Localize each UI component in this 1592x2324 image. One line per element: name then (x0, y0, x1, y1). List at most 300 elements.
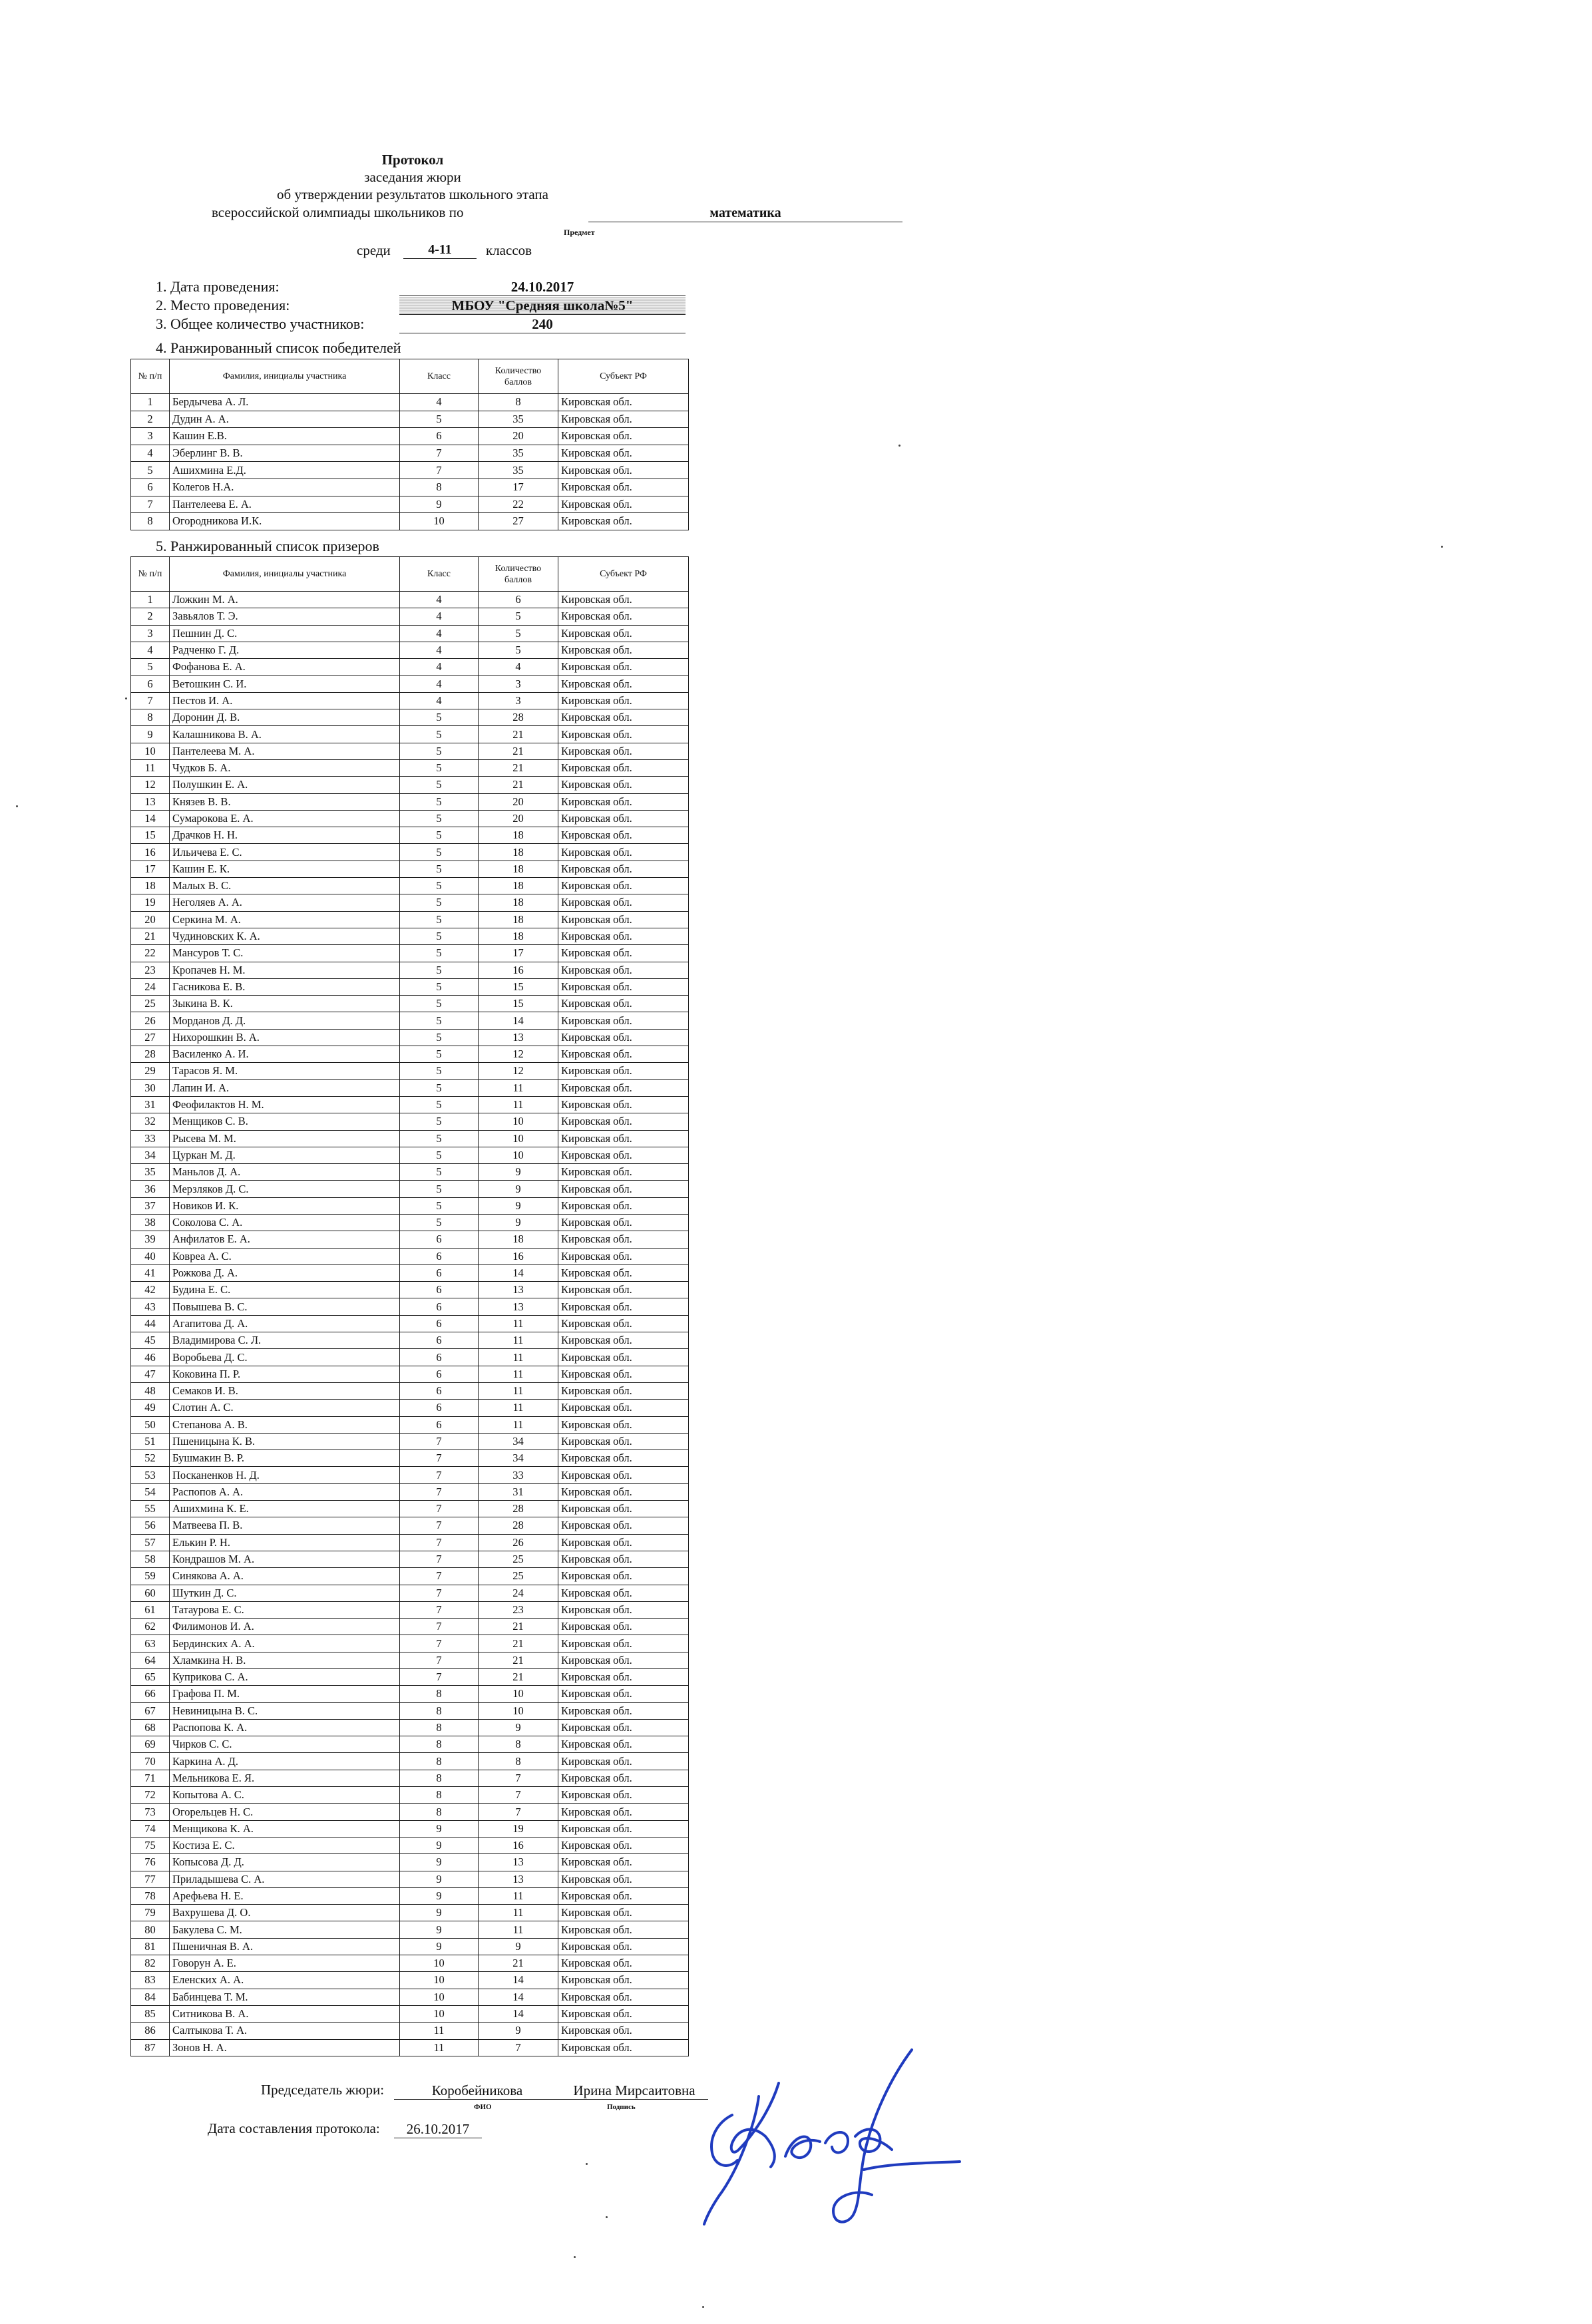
table-row (131, 978, 689, 995)
participant-name: Агапитова Д. А. (170, 1315, 400, 1332)
row-number: 70 (131, 1753, 170, 1770)
participant-grade: 5 (400, 759, 479, 776)
participant-score: 20 (479, 810, 558, 827)
participant-region: Кировская обл. (558, 844, 689, 861)
participant-grade: 5 (400, 810, 479, 827)
participant-score: 21 (479, 1619, 558, 1635)
participant-grade: 5 (400, 743, 479, 759)
participant-score: 20 (479, 428, 558, 445)
participant-region: Кировская обл. (558, 2005, 689, 2022)
participant-region: Кировская обл. (558, 1501, 689, 1517)
participant-score: 10 (479, 1130, 558, 1147)
participant-score: 28 (479, 709, 558, 726)
participant-name: Чирков С. С. (170, 1736, 400, 1753)
table-row (131, 1837, 689, 1853)
participant-region: Кировская обл. (558, 1736, 689, 1753)
participant-name: Пешнин Д. С. (170, 625, 400, 642)
participant-region: Кировская обл. (558, 1197, 689, 1214)
participant-score: 34 (479, 1450, 558, 1467)
participant-name: Менщикова К. А. (170, 1820, 400, 1837)
participants-count-label: 3. Общее количество участников: (156, 315, 365, 332)
participant-name: Вахрушева Д. О. (170, 1905, 400, 1921)
participant-region: Кировская обл. (558, 1113, 689, 1130)
row-number: 35 (131, 1164, 170, 1181)
col-region: Субъект РФ (558, 359, 689, 394)
participant-region: Кировская обл. (558, 462, 689, 479)
row-number: 72 (131, 1787, 170, 1804)
participant-grade: 7 (400, 1585, 479, 1601)
participant-score: 13 (479, 1029, 558, 1046)
row-number: 55 (131, 1501, 170, 1517)
participant-score: 11 (479, 1416, 558, 1433)
participant-name: Огородникова И.К. (170, 513, 400, 530)
table-row (131, 894, 689, 911)
participant-name: Пестов И. А. (170, 692, 400, 709)
row-number: 1 (131, 394, 170, 411)
participant-name: Шуткин Д. С. (170, 1585, 400, 1601)
participant-region: Кировская обл. (558, 945, 689, 962)
participant-region: Кировская обл. (558, 1568, 689, 1585)
row-number: 25 (131, 996, 170, 1012)
row-number: 6 (131, 676, 170, 692)
table-row (131, 1483, 689, 1500)
participant-region: Кировская обл. (558, 1719, 689, 1736)
participant-grade: 10 (400, 513, 479, 530)
table-row (131, 1619, 689, 1635)
participant-name: Владимирова С. Л. (170, 1332, 400, 1349)
participant-grade: 7 (400, 1483, 479, 1500)
participant-region: Кировская обл. (558, 2023, 689, 2039)
participant-name: Будина Е. С. (170, 1282, 400, 1298)
row-number: 57 (131, 1534, 170, 1551)
participant-grade: 4 (400, 608, 479, 625)
row-number: 7 (131, 692, 170, 709)
table-row (131, 1366, 689, 1382)
participant-grade: 8 (400, 1686, 479, 1702)
participant-score: 7 (479, 1804, 558, 1820)
participant-score: 14 (479, 1264, 558, 1281)
table-row (131, 2039, 689, 2056)
participant-name: Морданов Д. Д. (170, 1012, 400, 1029)
participant-name: Бердычева А. Л. (170, 394, 400, 411)
table-row (131, 462, 689, 479)
participant-score: 11 (479, 1366, 558, 1382)
participant-name: Василенко А. И. (170, 1046, 400, 1063)
participant-name: Ложкин М. А. (170, 592, 400, 608)
table-row (131, 496, 689, 513)
participant-region: Кировская обл. (558, 592, 689, 608)
participant-name: Мерзляков Д. С. (170, 1181, 400, 1197)
participant-grade: 5 (400, 1012, 479, 1029)
participant-region: Кировская обл. (558, 1450, 689, 1467)
row-number: 53 (131, 1467, 170, 1483)
row-number: 51 (131, 1433, 170, 1450)
participant-score: 17 (479, 479, 558, 496)
participant-region: Кировская обл. (558, 428, 689, 445)
table-row (131, 692, 689, 709)
row-number: 54 (131, 1483, 170, 1500)
col-grade: Класс (400, 557, 479, 592)
row-number: 38 (131, 1214, 170, 1231)
row-number: 75 (131, 1837, 170, 1853)
participant-region: Кировская обл. (558, 1012, 689, 1029)
participant-score: 21 (479, 1955, 558, 1972)
participant-grade: 9 (400, 1905, 479, 1921)
participant-score: 35 (479, 462, 558, 479)
participant-grade: 5 (400, 1096, 479, 1113)
row-number: 87 (131, 2039, 170, 2056)
table-row (131, 1568, 689, 1585)
participant-region: Кировская обл. (558, 1972, 689, 1989)
participant-score: 18 (479, 911, 558, 928)
row-number: 47 (131, 1366, 170, 1382)
participant-grade: 5 (400, 1113, 479, 1130)
table-row (131, 1264, 689, 1281)
participant-name: Хламкина Н. В. (170, 1652, 400, 1668)
row-number: 4 (131, 642, 170, 658)
participant-name: Костиза Е. С. (170, 1837, 400, 1853)
participant-region: Кировская обл. (558, 642, 689, 658)
participant-grade: 6 (400, 1416, 479, 1433)
table-row (131, 1416, 689, 1433)
row-number: 21 (131, 928, 170, 944)
row-number: 76 (131, 1854, 170, 1871)
participant-name: Мельникова Е. Я. (170, 1770, 400, 1786)
participant-grade: 5 (400, 928, 479, 944)
participant-name: Пантелеева Е. А. (170, 496, 400, 513)
participant-score: 18 (479, 861, 558, 877)
table-row (131, 777, 689, 793)
participant-name: Анфилатов Е. А. (170, 1231, 400, 1248)
participant-score: 13 (479, 1854, 558, 1871)
row-number: 84 (131, 1989, 170, 2005)
row-number: 30 (131, 1079, 170, 1096)
row-number: 69 (131, 1736, 170, 1753)
row-number: 37 (131, 1197, 170, 1214)
row-number: 14 (131, 810, 170, 827)
participant-score: 21 (479, 1669, 558, 1686)
participant-name: Говорун А. Е. (170, 1955, 400, 1972)
row-number: 18 (131, 878, 170, 894)
participant-grade: 5 (400, 709, 479, 726)
participant-score: 25 (479, 1551, 558, 1567)
participant-score: 8 (479, 1736, 558, 1753)
participant-score: 31 (479, 1483, 558, 1500)
participant-grade: 10 (400, 1972, 479, 1989)
participant-name: Ильичева Е. С. (170, 844, 400, 861)
participant-name: Чудиновских К. А. (170, 928, 400, 944)
table-row (131, 1955, 689, 1972)
row-number: 48 (131, 1382, 170, 1399)
table-row (131, 1197, 689, 1214)
participant-grade: 9 (400, 1820, 479, 1837)
participant-name: Графова П. М. (170, 1686, 400, 1702)
table-row (131, 1164, 689, 1181)
col-region: Субъект РФ (558, 557, 689, 592)
participant-grade: 6 (400, 1382, 479, 1399)
participant-grade: 7 (400, 1467, 479, 1483)
participant-name: Арефьева Н. Е. (170, 1887, 400, 1904)
row-number: 85 (131, 2005, 170, 2022)
participant-name: Распопова К. А. (170, 1719, 400, 1736)
participant-region: Кировская обл. (558, 1854, 689, 1871)
participant-region: Кировская обл. (558, 1753, 689, 1770)
subject-value: математика (588, 204, 902, 222)
participant-region: Кировская обл. (558, 659, 689, 676)
table-row (131, 911, 689, 928)
table-row (131, 1905, 689, 1921)
participant-name: Кропачев Н. М. (170, 962, 400, 978)
participant-grade: 4 (400, 692, 479, 709)
participant-name: Радченко Г. Д. (170, 642, 400, 658)
table-row (131, 1349, 689, 1366)
participant-name: Ветошкин С. И. (170, 676, 400, 692)
row-number: 78 (131, 1887, 170, 1904)
participant-name: Филимонов И. А. (170, 1619, 400, 1635)
table-row (131, 1248, 689, 1264)
participant-grade: 9 (400, 1871, 479, 1887)
participant-score: 18 (479, 894, 558, 911)
participant-region: Кировская обл. (558, 911, 689, 928)
participant-score: 13 (479, 1871, 558, 1887)
participant-grade: 10 (400, 1955, 479, 1972)
table-row (131, 1113, 689, 1130)
participant-score: 14 (479, 2005, 558, 2022)
participant-score: 13 (479, 1282, 558, 1298)
row-number: 3 (131, 625, 170, 642)
participant-score: 5 (479, 625, 558, 642)
participant-region: Кировская обл. (558, 759, 689, 776)
participant-score: 16 (479, 1837, 558, 1853)
participant-region: Кировская обл. (558, 1332, 689, 1349)
row-number: 63 (131, 1635, 170, 1652)
table-row (131, 928, 689, 944)
row-number: 34 (131, 1147, 170, 1163)
participant-region: Кировская обл. (558, 1619, 689, 1635)
participant-score: 17 (479, 945, 558, 962)
participant-region: Кировская обл. (558, 608, 689, 625)
chair-label: Председатель жюри: (261, 2082, 385, 2098)
row-number: 15 (131, 827, 170, 844)
participant-score: 9 (479, 1181, 558, 1197)
row-number: 1 (131, 592, 170, 608)
participant-region: Кировская обл. (558, 1063, 689, 1079)
participant-region: Кировская обл. (558, 1315, 689, 1332)
table-row (131, 1046, 689, 1063)
participant-score: 19 (479, 1820, 558, 1837)
col-num: № п/п (131, 557, 170, 592)
scan-speck (125, 697, 127, 699)
table-row (131, 962, 689, 978)
table-row (131, 1298, 689, 1315)
participant-score: 10 (479, 1686, 558, 1702)
grades-value: 4-11 (403, 241, 477, 259)
row-number: 9 (131, 726, 170, 743)
participant-grade: 5 (400, 1181, 479, 1197)
participant-score: 13 (479, 1298, 558, 1315)
participant-region: Кировская обл. (558, 777, 689, 793)
row-number: 71 (131, 1770, 170, 1786)
participant-score: 35 (479, 411, 558, 428)
row-number: 58 (131, 1551, 170, 1567)
participant-name: Еленских А. А. (170, 1972, 400, 1989)
row-number: 61 (131, 1601, 170, 1618)
participant-grade: 8 (400, 1787, 479, 1804)
row-number: 52 (131, 1450, 170, 1467)
row-number: 59 (131, 1568, 170, 1585)
participant-score: 28 (479, 1501, 558, 1517)
participant-name: Бакулева С. М. (170, 1921, 400, 1938)
participant-region: Кировская обл. (558, 793, 689, 810)
participant-region: Кировская обл. (558, 1652, 689, 1668)
participant-grade: 4 (400, 676, 479, 692)
table-row (131, 1147, 689, 1163)
table-row (131, 1231, 689, 1248)
participant-grade: 5 (400, 1046, 479, 1063)
row-number: 5 (131, 462, 170, 479)
participant-region: Кировская обл. (558, 1517, 689, 1534)
chair-given-name: Ирина Мирсаитовна (560, 2082, 708, 2100)
participant-name: Новиков И. К. (170, 1197, 400, 1214)
row-number: 8 (131, 513, 170, 530)
participant-region: Кировская обл. (558, 1770, 689, 1786)
participant-score: 27 (479, 513, 558, 530)
table-row (131, 1433, 689, 1450)
table-row (131, 1501, 689, 1517)
participant-score: 11 (479, 1887, 558, 1904)
participant-score: 5 (479, 608, 558, 625)
participant-region: Кировская обл. (558, 878, 689, 894)
row-number: 64 (131, 1652, 170, 1668)
participant-score: 11 (479, 1315, 558, 1332)
table-row (131, 1585, 689, 1601)
participant-region: Кировская обл. (558, 1467, 689, 1483)
participant-score: 3 (479, 692, 558, 709)
row-number: 82 (131, 1955, 170, 1972)
table-row (131, 996, 689, 1012)
participant-name: Завьялов Т. Э. (170, 608, 400, 625)
participant-region: Кировская обл. (558, 1164, 689, 1181)
participant-score: 14 (479, 1972, 558, 1989)
participant-grade: 5 (400, 962, 479, 978)
participant-grade: 7 (400, 1601, 479, 1618)
participant-score: 18 (479, 844, 558, 861)
participant-grade: 5 (400, 1130, 479, 1147)
row-number: 11 (131, 759, 170, 776)
row-number: 31 (131, 1096, 170, 1113)
protocol-date-label: Дата составления протокола: (208, 2120, 380, 2136)
participant-name: Салтыкова Т. А. (170, 2023, 400, 2039)
row-number: 68 (131, 1719, 170, 1736)
table-row (131, 1382, 689, 1399)
participant-score: 9 (479, 1197, 558, 1214)
row-number: 26 (131, 1012, 170, 1029)
participant-name: Гасникова Е. В. (170, 978, 400, 995)
participant-region: Кировская обл. (558, 1635, 689, 1652)
table-row (131, 428, 689, 445)
participant-name: Зонов Н. А. (170, 2039, 400, 2056)
participant-score: 10 (479, 1702, 558, 1719)
participant-name: Князев В. В. (170, 793, 400, 810)
participant-grade: 8 (400, 1804, 479, 1820)
participant-score: 11 (479, 1079, 558, 1096)
participant-grade: 10 (400, 2005, 479, 2022)
table-row (131, 810, 689, 827)
participant-score: 18 (479, 928, 558, 944)
participant-score: 6 (479, 592, 558, 608)
participant-score: 9 (479, 1719, 558, 1736)
table-row (131, 1315, 689, 1332)
participant-name: Распопов А. А. (170, 1483, 400, 1500)
participant-name: Слотин А. С. (170, 1400, 400, 1416)
grades-suffix: классов (486, 242, 532, 258)
col-num: № п/п (131, 359, 170, 394)
participant-grade: 5 (400, 793, 479, 810)
participant-score: 24 (479, 1585, 558, 1601)
participant-region: Кировская обл. (558, 1551, 689, 1567)
prizewinners-title: 5. Ранжированный список призеров (156, 538, 379, 554)
table-row (131, 1400, 689, 1416)
participant-grade: 6 (400, 1315, 479, 1332)
participant-grade: 11 (400, 2023, 479, 2039)
table-row (131, 945, 689, 962)
scan-speck (606, 2216, 608, 2218)
col-score: Количество баллов (479, 359, 558, 394)
participant-grade: 8 (400, 479, 479, 496)
participant-name: Неголяев А. А. (170, 894, 400, 911)
row-number: 56 (131, 1517, 170, 1534)
participant-score: 16 (479, 1248, 558, 1264)
participant-region: Кировская обл. (558, 1534, 689, 1551)
grades-prefix: среди (357, 242, 391, 258)
participant-name: Зыкина В. К. (170, 996, 400, 1012)
participant-region: Кировская обл. (558, 978, 689, 995)
table-row (131, 394, 689, 411)
participant-name: Ашихмина К. Е. (170, 1501, 400, 1517)
participant-name: Ситникова В. А. (170, 2005, 400, 2022)
winners-table (130, 359, 689, 530)
table-row (131, 1753, 689, 1770)
table-row (131, 1854, 689, 1871)
participant-name: Елькин Р. Н. (170, 1534, 400, 1551)
table-row (131, 1096, 689, 1113)
participant-name: Копысова Д. Д. (170, 1854, 400, 1871)
participant-score: 10 (479, 1147, 558, 1163)
participant-region: Кировская обл. (558, 1820, 689, 1837)
participant-score: 11 (479, 1349, 558, 1366)
participant-region: Кировская обл. (558, 1214, 689, 1231)
participant-name: Бабинцева Т. М. (170, 1989, 400, 2005)
participant-score: 12 (479, 1063, 558, 1079)
participant-name: Драчков Н. Н. (170, 827, 400, 844)
scan-speck (702, 2306, 704, 2308)
participant-score: 18 (479, 1231, 558, 1248)
participant-grade: 4 (400, 659, 479, 676)
row-number: 46 (131, 1349, 170, 1366)
participant-region: Кировская обл. (558, 1483, 689, 1500)
participant-name: Коковина П. Р. (170, 1366, 400, 1382)
participant-score: 23 (479, 1601, 558, 1618)
participant-score: 8 (479, 1753, 558, 1770)
participant-region: Кировская обл. (558, 394, 689, 411)
participant-grade: 5 (400, 945, 479, 962)
participant-name: Лапин И. А. (170, 1079, 400, 1096)
participant-grade: 7 (400, 1501, 479, 1517)
participant-region: Кировская обл. (558, 962, 689, 978)
participant-grade: 8 (400, 1753, 479, 1770)
participant-region: Кировская обл. (558, 1366, 689, 1382)
row-number: 3 (131, 428, 170, 445)
